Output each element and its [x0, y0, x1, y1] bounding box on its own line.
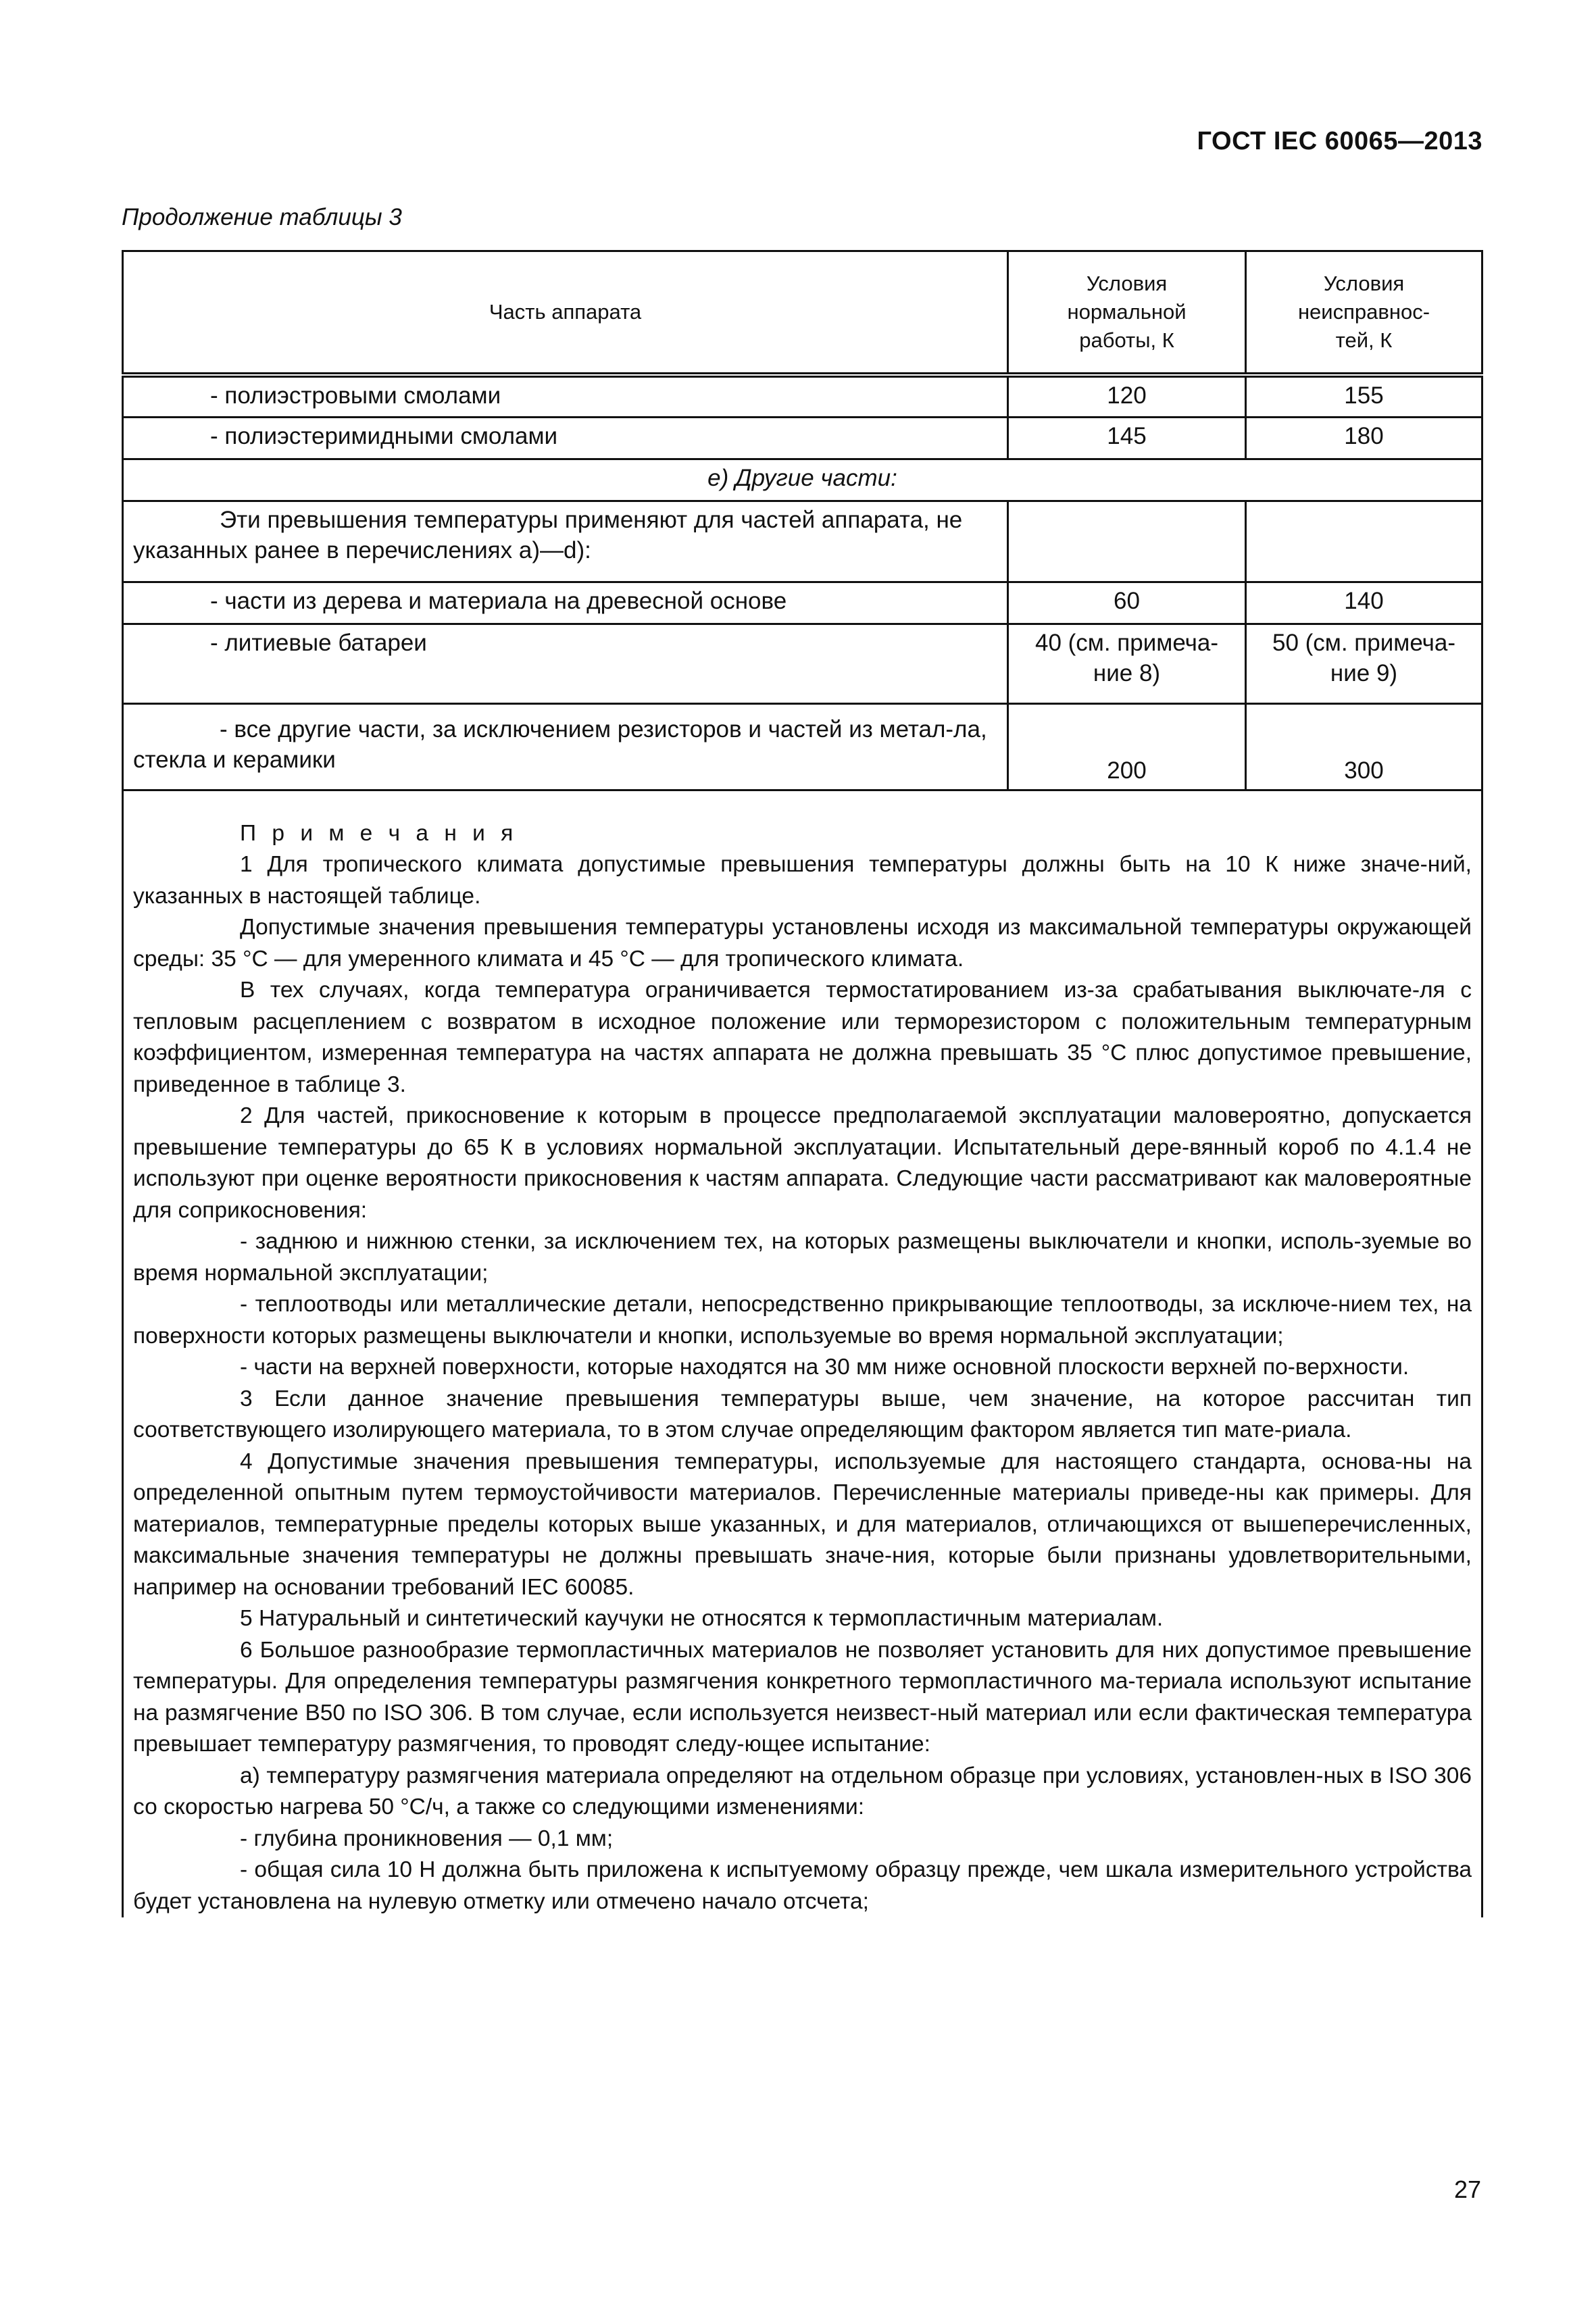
- header-fault: Условия неисправнос- тей, К: [1246, 251, 1482, 376]
- note-paragraph: 4 Допустимые значения превышения температуры, используемые для настоящего стандарта, основа-ны на определенной опытным путем термоустойчивости материалов. Перечисленные материалы приведе-ны как примеры. Для материалов, температурные пределы которых выше указанных, и для материалов, отличающихся от вышеперечисленных, максимальные значения температуры не должны превышать значе-ния, которые были признаны удовлетворительными, например на основании требований IEC 60085.: [133, 1449, 1472, 1600]
- note-paragraph: а) температуру размягчения материала определяют на отдельном образце при условиях, установлен-ных в ISO 306 со скоростью нагрева 50 °С/ч, а также со следующими изменениями:: [133, 1763, 1472, 1819]
- note-paragraph: 1 Для тропического климата допустимые превышения температуры должны быть на 10 К ниже значе-ний, указанных в настоящей таблице.: [133, 852, 1472, 909]
- note-paragraph: - заднюю и нижнюю стенки, за исключением тех, на которых размещены выключатели и кнопки, исполь-зуемые во время нормальной эксплуатации;: [133, 1229, 1472, 1286]
- notes-row: [123, 790, 1482, 1917]
- header-normal: Условия нормальной работы, К: [1008, 251, 1246, 376]
- note-paragraph: - глубина проникновения — 0,1 мм;: [240, 1826, 614, 1851]
- notes-block: [133, 818, 1472, 1918]
- table-row: - литиевые батареи 40 (см. примеча-ние 8) 50 (см. примеча-ние 9): [123, 624, 1482, 703]
- note-paragraph: 3 Если данное значение превышения температуры выше, чем значение, на которое рассчитан тип соответствующего изолирующего материала, то в этом случае определяющим фактором является тип мате-риала.: [133, 1386, 1472, 1442]
- document-standard-id: ГОСТ IEC 60065—2013: [1197, 127, 1482, 155]
- table-row: - полиэстеримидными смолами 145 180: [123, 417, 1482, 459]
- note-paragraph: - теплоотводы или металлические детали, непосредственно прикрывающие теплоотводы, за исключе-нием тех, на поверхности которых размещены выключатели и кнопки, используемые во время нормальной эксплуатации;: [133, 1292, 1472, 1349]
- table-row: Эти превышения температуры применяют для частей аппарата, не указанных ранее в перечислениях а)—d):: [123, 501, 1482, 582]
- note-paragraph: 2 Для частей, прикосновение к которым в процессе предполагаемой эксплуатации маловероятно, допускается превышение температуры до 65 К в условиях нормальной эксплуатации. Испытательный дере-вянный короб по 4.1.4 не используют при оценке вероятности прикосновения к частям аппарата. Следующие части рассматривают как маловероятные для соприкосновения:: [133, 1103, 1472, 1223]
- header-part: Часть аппарата: [123, 251, 1008, 376]
- note-paragraph: 6 Большое разнообразие термопластичных материалов не позволяет установить для них допустимое превышение температуры. Для определения температуры размягчения конкретного термопластичного ма-териала используют испытание на размягчение В50 по ISO 306. В том случае, если используется неизвест-ный материал или если фактическая температура превышает температуру размягчения, то проводят следу-ющее испытание:: [133, 1637, 1472, 1757]
- notes-title: П р и м е ч а н и я: [240, 820, 518, 846]
- note-paragraph: Допустимые значения превышения температуры установлены исходя из максимальной температуры окружающей среды: 35 °С — для умеренного климата и 45 °С — для тропического климата.: [133, 915, 1472, 972]
- note-paragraph: - части на верхней поверхности, которые находятся на 30 мм ниже основной плоскости верхней по-верхности.: [240, 1355, 1410, 1380]
- note-paragraph: - общая сила 10 Н должна быть приложена к испытуемому образцу прежде, чем шкала измерительного устройства будет установлена на нулевую отметку или отмечено начало отсчета;: [133, 1857, 1472, 1914]
- table-row: - части из дерева и материала на древесной основе 60 140: [123, 582, 1482, 624]
- note-paragraph: В тех случаях, когда температура ограничивается термостатированием из-за срабатывания выключате-ля с тепловым расцеплением с возвратом в исходное положение или терморезистором с положительным температурным коэффициентом, измеренная температура на частях аппарата не должна превышать 35 °С плюс допустимое превышение, приведенное в таблице 3.: [133, 978, 1472, 1097]
- note-paragraph: 5 Натуральный и синтетический каучуки не относятся к термопластичным материалам.: [240, 1606, 1164, 1631]
- table-caption: Продолжение таблицы 3: [122, 204, 402, 230]
- table-row: - полиэстровыми смолами 120 155: [123, 375, 1482, 417]
- page-number: 27: [1453, 2175, 1481, 2203]
- table-header-row: [123, 251, 1482, 376]
- table-row: - все другие части, за исключением резисторов и частей из метал-ла, стекла и керамики 200 300: [123, 703, 1482, 790]
- table-section-row: е) Другие части:: [123, 459, 1482, 501]
- temperature-rise-table: [122, 250, 1483, 1917]
